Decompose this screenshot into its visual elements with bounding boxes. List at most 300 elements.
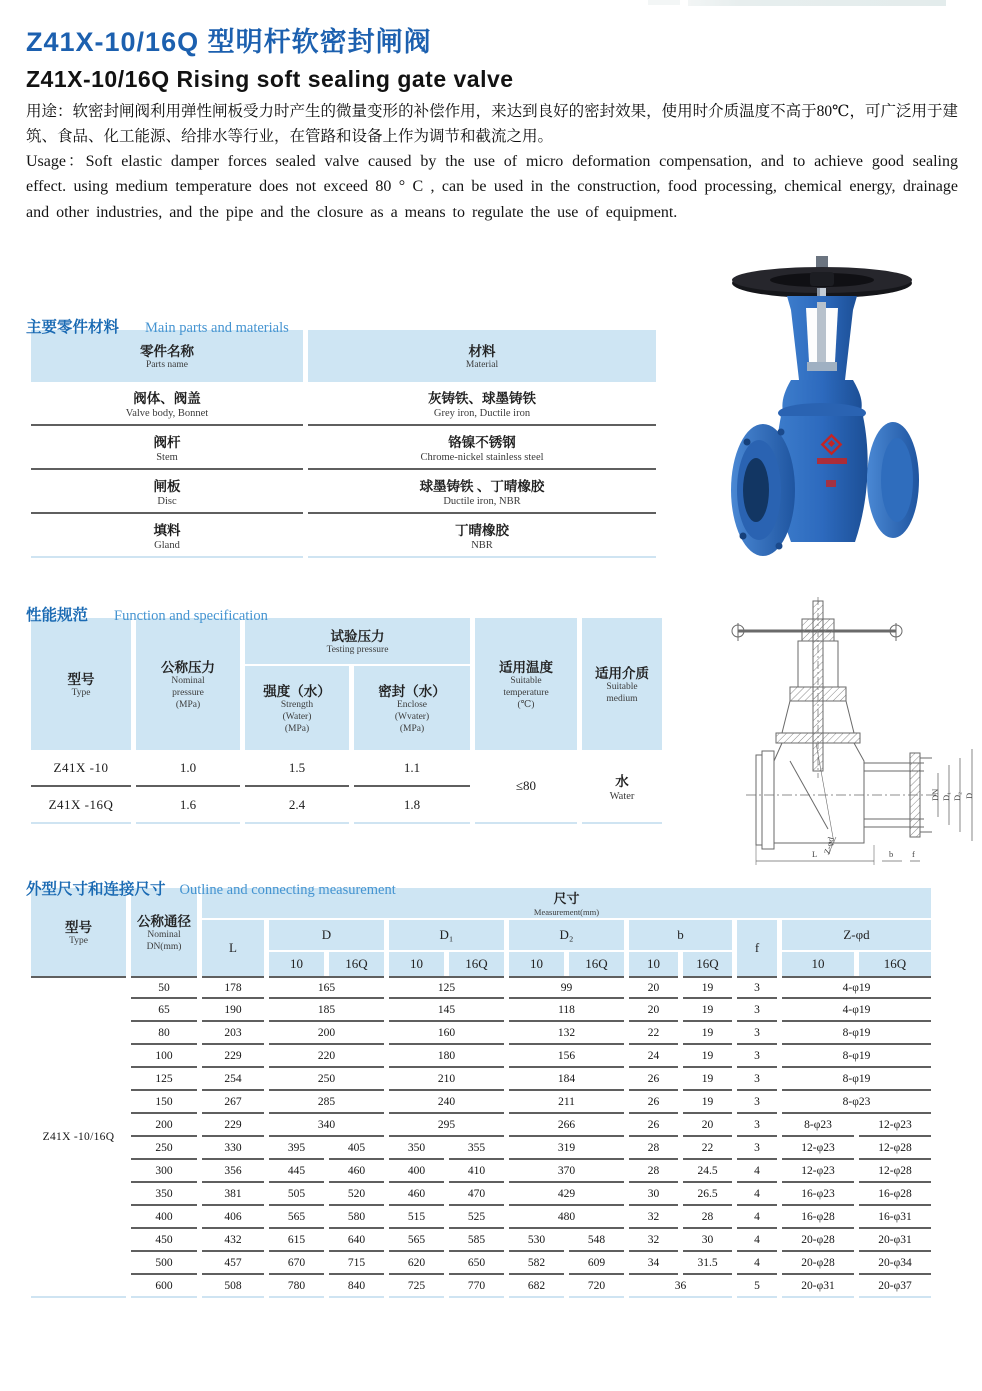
outline-table-cell: 429 xyxy=(509,1183,624,1206)
outline-table-cell: 24.5 xyxy=(683,1160,732,1183)
spec-cell-nominal: 1.6 xyxy=(136,787,240,824)
outline-table-cell: 470 xyxy=(449,1183,504,1206)
outline-table-cell: 350 xyxy=(389,1137,444,1160)
outline-table-cell: 515 xyxy=(389,1206,444,1229)
outline-table-cell: 3 xyxy=(737,1022,777,1045)
outline-table-cell: 125 xyxy=(389,976,504,999)
outline-table-cell: 190 xyxy=(202,999,264,1022)
top-edge-notch xyxy=(648,0,680,5)
outline-table-cell: 508 xyxy=(202,1275,264,1298)
outline-table-cell: 31.5 xyxy=(683,1252,732,1275)
part-name-en: Disc xyxy=(157,496,177,507)
outline-header-dn xyxy=(131,888,197,976)
outline-table-cell: 180 xyxy=(389,1045,504,1068)
parts-table-row xyxy=(31,426,656,470)
outline-table-cell: 640 xyxy=(329,1229,384,1252)
outline-table-cell: 520 xyxy=(329,1183,384,1206)
dim-label-f: f xyxy=(912,849,915,859)
outline-table-cell: 132 xyxy=(509,1022,624,1045)
outline-table-cell: 65 xyxy=(131,999,197,1022)
spec-header-enclose-en2: (Wvater) xyxy=(394,712,430,723)
outline-table-cell: 30 xyxy=(683,1229,732,1252)
outline-table-cell: 30 xyxy=(629,1183,678,1206)
outline-table-cell: 8-φ19 xyxy=(782,1022,931,1045)
outline-table-cell: 582 xyxy=(509,1252,564,1275)
outline-table xyxy=(26,888,936,1298)
valve-drawing xyxy=(686,593,982,881)
outline-table-cell: 620 xyxy=(389,1252,444,1275)
spec-header-nominal-en2: pressure xyxy=(172,688,204,699)
outline-table-cell: 609 xyxy=(569,1252,624,1275)
parts-table-row xyxy=(31,382,656,426)
outline-table-cell: 254 xyxy=(202,1068,264,1091)
outline-table-cell: 32 xyxy=(629,1229,678,1252)
outline-title-cn: 外型尺寸和连接尺寸 xyxy=(26,881,166,898)
outline-table-cell: 450 xyxy=(131,1229,197,1252)
spec-header-medium xyxy=(582,618,662,750)
outline-table-cell: 457 xyxy=(202,1252,264,1275)
spec-cell-enclose: 1.1 xyxy=(354,750,470,787)
outline-table-cell: 26 xyxy=(629,1114,678,1137)
spec-header-nominal xyxy=(136,618,240,750)
parts-header-material-cn: 材料 xyxy=(468,344,496,360)
spec-header-temp-cn: 适用温度 xyxy=(499,660,553,676)
outline-table-cell: 20 xyxy=(629,976,678,999)
outline-table-row xyxy=(31,1114,931,1137)
outline-table-cell: 200 xyxy=(131,1114,197,1137)
outline-table-cell: 400 xyxy=(131,1206,197,1229)
outline-table-cell: 4-φ19 xyxy=(782,976,931,999)
outline-table-cell: 16-φ28 xyxy=(782,1206,854,1229)
outline-table-cell: 840 xyxy=(329,1275,384,1298)
outline-table-cell: 20-φ28 xyxy=(782,1229,854,1252)
outline-table-cell: 330 xyxy=(202,1137,264,1160)
spec-section-title xyxy=(26,603,268,625)
outline-table-cell: 19 xyxy=(683,1045,732,1068)
parts-table xyxy=(26,330,661,558)
outline-table-cell: 410 xyxy=(449,1160,504,1183)
part-name-cn: 丁晴橡胶 xyxy=(455,523,509,538)
outline-table-cell: 12-φ28 xyxy=(859,1160,931,1183)
outline-table-cell: 4-φ19 xyxy=(782,999,931,1022)
outline-table-cell: 250 xyxy=(269,1068,384,1091)
parts-table-cell xyxy=(308,382,656,426)
outline-table-cell: 36 xyxy=(629,1275,732,1298)
outline-table-cell: 185 xyxy=(269,999,384,1022)
outline-table-cell: 125 xyxy=(131,1068,197,1091)
spec-header-strength-cn: 强度（水） xyxy=(263,684,331,700)
spec-header-enclose xyxy=(354,666,470,750)
part-name-en: Ductile iron, NBR xyxy=(443,496,521,507)
outline-table-row xyxy=(31,1160,931,1183)
outline-table-cell: 445 xyxy=(269,1160,324,1183)
spec-header-temperature xyxy=(475,618,577,750)
outline-table-cell: 22 xyxy=(683,1137,732,1160)
bolt-hole xyxy=(776,543,783,550)
spec-cell-type: Z41X -10 xyxy=(31,750,131,787)
outline-table-cell: 165 xyxy=(269,976,384,999)
outline-subheader-16q: 16Q xyxy=(569,952,624,976)
outline-table-cell: 4 xyxy=(737,1252,777,1275)
outline-table-cell: 3 xyxy=(737,1091,777,1114)
spec-cell-medium xyxy=(582,750,662,824)
outline-table-cell: 19 xyxy=(683,1022,732,1045)
spec-header-temp-en2: temperature xyxy=(503,688,549,699)
outline-subheader-16q: 16Q xyxy=(449,952,504,976)
outline-header-type-en: Type xyxy=(69,936,88,947)
outline-table-cell: 432 xyxy=(202,1229,264,1252)
outline-header-type xyxy=(31,888,126,976)
outline-table-cell: 250 xyxy=(131,1137,197,1160)
spec-header-strength xyxy=(245,666,349,750)
spec-medium-en: Water xyxy=(609,791,635,802)
outline-table-cell: 3 xyxy=(737,1137,777,1160)
outline-table-row xyxy=(31,1091,931,1114)
bolt-hole xyxy=(744,439,751,446)
outline-subheader-16q: 16Q xyxy=(859,952,931,976)
outline-table-row xyxy=(31,976,931,999)
part-name-en: Chrome-nickel stainless steel xyxy=(420,452,544,463)
outline-table-cell: 725 xyxy=(389,1275,444,1298)
spec-cell-temperature: ≤80 xyxy=(475,750,577,824)
outline-subheader-10: 10 xyxy=(389,952,444,976)
outline-header-d: D xyxy=(269,920,384,952)
outline-table-cell: 210 xyxy=(389,1068,504,1091)
outline-table-cell: 600 xyxy=(131,1275,197,1298)
outline-header-d1: D₁ xyxy=(389,920,504,952)
outline-table-cell: 12-φ23 xyxy=(782,1137,854,1160)
spec-header-type xyxy=(31,618,131,750)
outline-table-cell: 50 xyxy=(131,976,197,999)
outline-table-cell: 780 xyxy=(269,1275,324,1298)
outline-header-z: Z-φd xyxy=(782,920,931,952)
parts-table-cell xyxy=(308,514,656,558)
page-title-en: Z41X-10/16Q Rising soft sealing gate valve xyxy=(26,66,514,92)
outline-table-cell: 211 xyxy=(509,1091,624,1114)
outline-header-size-cn: 尺寸 xyxy=(553,891,580,907)
outline-subheader-10: 10 xyxy=(629,952,678,976)
outline-table-cell: 356 xyxy=(202,1160,264,1183)
outline-table-cell: 203 xyxy=(202,1022,264,1045)
outline-table-cell: 150 xyxy=(131,1091,197,1114)
outline-table-cell: 3 xyxy=(737,1045,777,1068)
outline-header-f: f xyxy=(737,920,777,976)
dim-label-z: Z-φd xyxy=(821,835,836,856)
spec-header-temp-en1: Suitable xyxy=(510,676,542,687)
spec-section xyxy=(26,603,667,824)
outline-table-cell: 34 xyxy=(629,1252,678,1275)
valve-photo xyxy=(703,250,947,574)
outline-table-cell: 229 xyxy=(202,1045,264,1068)
outline-table-cell: 26.5 xyxy=(683,1183,732,1206)
outline-table-cell: 19 xyxy=(683,1091,732,1114)
outline-table-row xyxy=(31,999,931,1022)
outline-table-cell: 229 xyxy=(202,1114,264,1137)
outline-header-dn-cn: 公称通径 xyxy=(137,914,191,930)
outline-table-cell: 145 xyxy=(389,999,504,1022)
part-name-cn: 铬镍不锈钢 xyxy=(448,435,516,450)
spec-header-strength-en3: (MPa) xyxy=(284,723,310,734)
outline-type-label: Z41X -10/16Q xyxy=(31,976,126,1298)
outline-section xyxy=(26,877,936,1298)
parts-header-name-en: Parts name xyxy=(146,360,188,371)
part-name-cn: 球墨铸铁 、丁晴橡胶 xyxy=(419,479,545,494)
outline-table-cell: 8-φ23 xyxy=(782,1114,854,1137)
part-name-en: Grey iron, Ductile iron xyxy=(433,408,531,419)
parts-table-cell xyxy=(31,382,303,426)
outline-table-cell: 20-φ28 xyxy=(782,1252,854,1275)
spec-header-strength-en2: (Water) xyxy=(282,712,312,723)
outline-table-cell: 28 xyxy=(629,1137,678,1160)
outline-table-cell: 20-φ37 xyxy=(859,1275,931,1298)
parts-table-cell xyxy=(31,514,303,558)
outline-table-cell: 585 xyxy=(449,1229,504,1252)
usage-paragraph-en: Usage：Soft elastic damper forces sealed valve caused by the use of micro deformation compensation, and to achieve good sealing effect. using medium temperature does not exceed 80 ° C , can be used in the construction, food processing, chemical energy, drainage and other industries, and the pipe and the closure as a means to regulate the use of equipment. xyxy=(26,153,958,221)
outline-table-cell: 184 xyxy=(509,1068,624,1091)
parts-table-row xyxy=(31,514,656,558)
outline-table-cell: 715 xyxy=(329,1252,384,1275)
spec-header-medium-cn: 适用介质 xyxy=(595,666,649,682)
outline-table-cell: 350 xyxy=(131,1183,197,1206)
outline-table-row xyxy=(31,1068,931,1091)
outline-table-cell: 300 xyxy=(131,1160,197,1183)
part-name-cn: 灰铸铁、球墨铸铁 xyxy=(428,391,536,406)
outline-table-cell: 99 xyxy=(509,976,624,999)
part-name-en: Stem xyxy=(156,452,178,463)
outline-table-cell: 266 xyxy=(509,1114,624,1137)
outline-table-cell: 3 xyxy=(737,1068,777,1091)
part-name-cn: 阀杆 xyxy=(153,435,181,450)
outline-table-row xyxy=(31,1206,931,1229)
outline-table-cell: 178 xyxy=(202,976,264,999)
outline-table-cell: 355 xyxy=(449,1137,504,1160)
outline-header-dn-en1: Nominal xyxy=(147,930,181,941)
outline-table-cell: 8-φ19 xyxy=(782,1045,931,1068)
outline-table-cell: 580 xyxy=(329,1206,384,1229)
outline-table-cell: 5 xyxy=(737,1275,777,1298)
spec-header-nominal-en3: (MPa) xyxy=(175,699,201,710)
outline-table-cell: 16-φ28 xyxy=(859,1183,931,1206)
outline-table-cell: 530 xyxy=(509,1229,564,1252)
spec-title-cn: 性能规范 xyxy=(26,607,89,624)
outline-header-l: L xyxy=(202,920,264,976)
spec-header-type-en: Type xyxy=(71,688,91,699)
outline-table-cell: 4 xyxy=(737,1206,777,1229)
outline-header-size-en: Measurement(mm) xyxy=(533,907,600,918)
spec-header-testing-en: Testing pressure xyxy=(326,645,389,656)
outline-table-cell: 548 xyxy=(569,1229,624,1252)
outline-subheader-10: 10 xyxy=(782,952,854,976)
outline-subheader-10: 10 xyxy=(509,952,564,976)
outline-table-cell: 24 xyxy=(629,1045,678,1068)
spec-cell-type: Z41X -16Q xyxy=(31,787,131,824)
dim-label-d: D xyxy=(964,792,974,799)
bolt-hole xyxy=(740,533,747,540)
outline-table-cell: 16-φ23 xyxy=(782,1183,854,1206)
dim-label-d2: D₂ xyxy=(952,791,962,801)
spec-cell-strength: 1.5 xyxy=(245,750,349,787)
spec-header-medium-en1: Suitable xyxy=(606,682,638,693)
outline-table-cell: 19 xyxy=(683,1068,732,1091)
spec-header-temp-en3: (℃) xyxy=(517,699,535,710)
outline-table-cell: 20-φ31 xyxy=(782,1275,854,1298)
parts-title-en: Main parts and materials xyxy=(145,320,289,336)
outline-table-cell: 16-φ31 xyxy=(859,1206,931,1229)
spec-header-enclose-en1: Enclose xyxy=(396,700,428,711)
spec-header-testing-cn: 试验压力 xyxy=(330,629,385,645)
outline-table-cell: 4 xyxy=(737,1229,777,1252)
outline-table-cell: 19 xyxy=(683,976,732,999)
parts-header-material-en: Material xyxy=(465,360,499,371)
spec-header-enclose-en3: (MPa) xyxy=(399,723,425,734)
outline-table-cell: 4 xyxy=(737,1183,777,1206)
outline-table-cell: 405 xyxy=(329,1137,384,1160)
spec-header-medium-en2: medium xyxy=(606,694,638,704)
outline-table-cell: 8-φ19 xyxy=(782,1068,931,1091)
outline-table-cell: 22 xyxy=(629,1022,678,1045)
parts-header-name-cn: 零件名称 xyxy=(140,344,194,360)
outline-table-cell: 565 xyxy=(269,1206,324,1229)
outline-table-cell: 460 xyxy=(389,1183,444,1206)
outline-table-cell: 615 xyxy=(269,1229,324,1252)
outline-table-cell: 12-φ23 xyxy=(782,1160,854,1183)
outline-table-cell: 8-φ23 xyxy=(782,1091,931,1114)
outline-table-row xyxy=(31,1045,931,1068)
part-name-en: NBR xyxy=(471,540,493,551)
spec-header-nominal-cn: 公称压力 xyxy=(161,660,215,676)
dim-label-l: L xyxy=(812,849,818,859)
outline-table-cell: 480 xyxy=(509,1206,624,1229)
outline-table-cell: 12-φ28 xyxy=(859,1137,931,1160)
outline-table-cell: 3 xyxy=(737,1114,777,1137)
parts-title-cn: 主要零件材料 xyxy=(26,319,120,336)
spec-header-enclose-cn: 密封（水） xyxy=(378,684,446,700)
outline-table-cell: 28 xyxy=(629,1160,678,1183)
stem-nut-lower xyxy=(807,362,837,371)
parts-section xyxy=(26,315,661,558)
dim-label-b: b xyxy=(889,849,894,859)
part-name-cn: 闸板 xyxy=(153,479,181,494)
outline-table-cell: 200 xyxy=(269,1022,384,1045)
outline-table-cell: 460 xyxy=(329,1160,384,1183)
right-flange-face xyxy=(881,438,913,522)
spec-title-en: Function and specification xyxy=(114,608,268,624)
outline-table-cell: 220 xyxy=(269,1045,384,1068)
parts-table-cell xyxy=(31,470,303,514)
outline-table-cell: 3 xyxy=(737,999,777,1022)
outline-table-cell: 650 xyxy=(449,1252,504,1275)
outline-table-cell: 500 xyxy=(131,1252,197,1275)
outline-table-row xyxy=(31,1275,931,1298)
outline-table-cell: 3 xyxy=(737,976,777,999)
spec-header-type-cn: 型号 xyxy=(67,672,95,688)
outline-table-cell: 370 xyxy=(509,1160,624,1183)
outline-table-row xyxy=(31,1229,931,1252)
outline-subheader-16q: 16Q xyxy=(683,952,732,976)
outline-table-cell: 20-φ34 xyxy=(859,1252,931,1275)
outline-header-type-cn: 型号 xyxy=(65,920,92,936)
outline-table-cell: 100 xyxy=(131,1045,197,1068)
outline-table-cell: 26 xyxy=(629,1068,678,1091)
outline-table-cell: 160 xyxy=(389,1022,504,1045)
outline-table-cell: 118 xyxy=(509,999,624,1022)
outline-table-cell: 4 xyxy=(737,1160,777,1183)
spec-header-nominal-en1: Nominal xyxy=(171,676,205,687)
outline-table-cell: 28 xyxy=(683,1206,732,1229)
parts-table-cell xyxy=(31,426,303,470)
outline-table-cell: 406 xyxy=(202,1206,264,1229)
page-header xyxy=(26,20,956,93)
top-edge-bar xyxy=(688,0,946,6)
spec-table xyxy=(26,618,667,824)
outline-table-cell: 20 xyxy=(629,999,678,1022)
spec-cell-enclose: 1.8 xyxy=(354,787,470,824)
dim-label-d1: D₁ xyxy=(941,791,951,801)
outline-table-cell: 295 xyxy=(389,1114,504,1137)
outline-table-cell: 156 xyxy=(509,1045,624,1068)
part-name-cn: 阀体、阀盖 xyxy=(133,391,201,406)
outline-table-cell: 340 xyxy=(269,1114,384,1137)
outline-header-dn-en2: DN(mm) xyxy=(146,942,182,952)
outline-table-cell: 400 xyxy=(389,1160,444,1183)
outline-table-cell: 285 xyxy=(269,1091,384,1114)
outline-table-cell: 240 xyxy=(389,1091,504,1114)
dim-label-dn: DN xyxy=(930,788,940,801)
bolt-hole xyxy=(778,429,785,436)
stem-in-window xyxy=(817,302,826,368)
outline-table-row xyxy=(31,1252,931,1275)
outline-section-title xyxy=(26,877,396,899)
outline-table-cell: 267 xyxy=(202,1091,264,1114)
outline-table-cell: 770 xyxy=(449,1275,504,1298)
parts-table-cell xyxy=(308,426,656,470)
outline-table-row xyxy=(31,1183,931,1206)
handwheel-hub xyxy=(810,272,834,286)
outline-subheader-16q: 16Q xyxy=(329,952,384,976)
outline-table-cell: 381 xyxy=(202,1183,264,1206)
outline-table-cell: 682 xyxy=(509,1275,564,1298)
outline-table-cell: 26 xyxy=(629,1091,678,1114)
parts-table-cell xyxy=(308,470,656,514)
page-title-cn: Z41X-10/16Q 型明杆软密封闸阀 xyxy=(26,27,432,57)
outline-table-cell: 395 xyxy=(269,1137,324,1160)
outline-table-cell: 12-φ23 xyxy=(859,1114,931,1137)
parts-section-title xyxy=(26,315,289,337)
outline-title-en: Outline and connecting measurement xyxy=(179,882,396,898)
outline-table-cell: 670 xyxy=(269,1252,324,1275)
outline-table-cell: 505 xyxy=(269,1183,324,1206)
part-name-cn: 填料 xyxy=(153,523,181,538)
outline-table-cell: 525 xyxy=(449,1206,504,1229)
outline-table-cell: 565 xyxy=(389,1229,444,1252)
outline-table-cell: 319 xyxy=(509,1137,624,1160)
outline-table-cell: 19 xyxy=(683,999,732,1022)
parts-table-row xyxy=(31,470,656,514)
outline-table-cell: 80 xyxy=(131,1022,197,1045)
spec-header-strength-en1: Strength xyxy=(280,700,314,711)
usage-paragraph-cn: 用途：软密封闸阀利用弹性闸板受力时产生的微量变形的补偿作用，来达到良好的密封效果，使用时介质温度不高于80℃，可广泛用于建筑、食品、化工能源、给排水等行业，在管路和设备上作为调节和截流之用。 xyxy=(26,103,958,146)
outline-table-row xyxy=(31,1022,931,1045)
spec-cell-nominal: 1.0 xyxy=(136,750,240,787)
outline-subheader-10: 10 xyxy=(269,952,324,976)
outline-header-d2: D₂ xyxy=(509,920,624,952)
parts-header-material xyxy=(308,330,656,382)
left-bore xyxy=(743,458,769,522)
spec-medium-cn: 水 xyxy=(615,774,629,789)
part-name-en: Gland xyxy=(154,540,180,551)
outline-table-row xyxy=(31,1137,931,1160)
spec-cell-strength: 2.4 xyxy=(245,787,349,824)
